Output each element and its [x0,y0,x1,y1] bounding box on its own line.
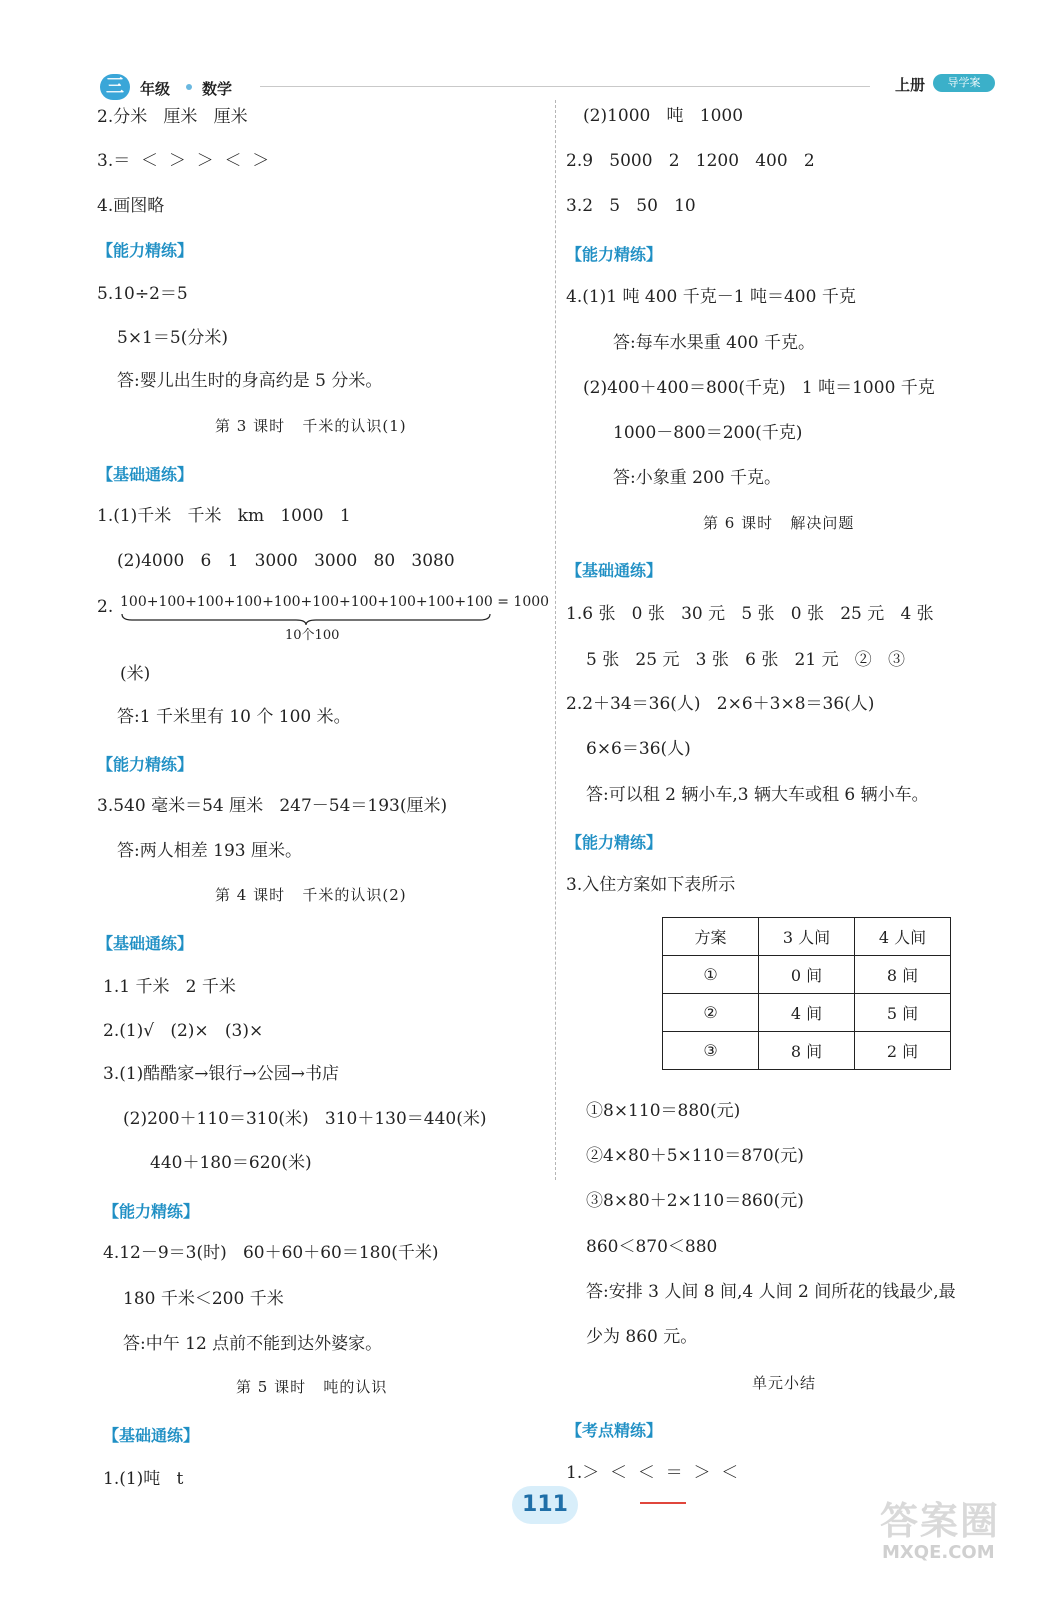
red-underline-mark [640,1502,686,1504]
brace-expression [120,594,550,642]
section-title: 单元小结 [752,1374,817,1392]
answer-number: 2. [97,597,114,617]
page-number: 111 [512,1486,578,1524]
answer-line: 答:婴儿出生时的身高约是 5 分米。 [117,371,383,391]
grade-label: 年级 [140,80,171,98]
answer-line: 3.540 毫米＝54 厘米 247－54＝193(厘米) [97,796,448,816]
answer-line: 1.6 张 0 张 30 元 5 张 0 张 25 元 4 张 [566,604,934,624]
answer-line: 1000－800＝200(千克) [613,423,803,443]
table-row [663,956,951,994]
section-heading: 【能力精练】 [97,241,194,260]
answer-line: ③8×80＋2×110＝860(元) [586,1191,804,1211]
answer-line: 答:可以租 2 辆小车,3 辆大车或租 6 辆小车。 [586,785,929,805]
answer-line: 2.分米 厘米 厘米 [97,107,248,127]
room-plan-table [662,917,951,1070]
table-cell: 4 间 [759,994,855,1032]
section-heading: 【基础通练】 [103,1426,200,1445]
lesson-title: 第 3 课时 千米的认识(1) [215,417,407,435]
table-cell: ① [663,956,759,994]
section-heading: 【能力精练】 [566,833,663,852]
answer-line: 5.10÷2＝5 [97,284,188,304]
answer-line: 答:1 千米里有 10 个 100 米。 [117,707,351,727]
watermark-url: MXQE.COM [882,1542,995,1563]
answer-line: 1.(1)吨 t [103,1469,184,1489]
table-cell: 2 间 [855,1032,951,1070]
table-cell: 8 间 [759,1032,855,1070]
answer-line: ①8×110＝880(元) [586,1101,741,1121]
page-header [100,72,1000,102]
answer-line: 2.2＋34＝36(人) 2×6＋3×8＝36(人) [566,694,875,714]
section-heading: 【考点精练】 [566,1421,663,1440]
answer-line: 答:小象重 200 千克。 [613,468,781,488]
answer-line: (2)1000 吨 1000 [583,106,744,126]
answer-line: 180 千米＜200 千米 [123,1289,284,1309]
dot-separator [186,84,192,90]
table-cell: 5 间 [855,994,951,1032]
answer-line: 3.入住方案如下表所示 [566,875,736,895]
watermark [880,1490,1030,1580]
answer-line: 3.2 5 50 10 [566,196,696,216]
answer-line: 少为 860 元。 [586,1327,698,1347]
table-header-cell: 3 人间 [759,918,855,956]
lesson-title: 第 5 课时 吨的认识 [236,1378,388,1396]
brand-badge: 导学案 [933,74,995,92]
answer-line: 4.画图略 [97,196,165,216]
table-cell: ③ [663,1032,759,1070]
answer-line: 4.12－9＝3(时) 60＋60＋60＝180(千米) [103,1243,439,1263]
answer-line: (2)4000 6 1 3000 3000 80 3080 [117,551,455,571]
section-heading: 【基础通练】 [97,465,194,484]
table-header-cell: 方案 [663,918,759,956]
answer-line: 1.1 千米 2 千米 [103,977,236,997]
answer-line: 答:中午 12 点前不能到达外婆家。 [123,1334,383,1354]
answer-line: (2)200＋110＝310(米) 310＋130＝440(米) [123,1109,487,1129]
subject-label: 数学 [202,80,233,98]
answer-line: 答:两人相差 193 厘米。 [117,841,302,861]
answer-line: 答:每车水果重 400 千克。 [613,333,815,353]
section-heading: 【基础通练】 [97,934,194,953]
sum-expression: 100+100+100+100+100+100+100+100+100+100 = 1000 [120,594,550,610]
answer-line: 2.9 5000 2 1200 400 2 [566,151,815,171]
table-row [663,994,951,1032]
grade-badge: 三 [100,74,130,100]
lesson-title: 第 6 课时 解决问题 [703,514,855,532]
lesson-title: 第 4 课时 千米的认识(2) [215,886,407,904]
answer-line: (2)400＋400＝800(千克) 1 吨＝1000 千克 [583,378,935,398]
volume-label: 上册 [895,76,926,94]
answer-line: 4.(1)1 吨 400 千克－1 吨＝400 千克 [566,287,856,307]
header-rule [260,86,870,87]
table-cell: 8 间 [855,956,951,994]
table-row [663,1032,951,1070]
section-heading: 【能力精练】 [566,245,663,264]
answer-line: 1.＞ ＜ ＜ ＝ ＞ ＜ [566,1463,739,1483]
table-header-cell: 4 人间 [855,918,951,956]
answer-line: 6×6＝36(人) [586,739,691,759]
section-heading: 【能力精练】 [103,1202,200,1221]
answer-line: (米) [120,664,151,684]
answer-line: ②4×80＋5×110＝870(元) [586,1146,804,1166]
answer-line: 5 张 25 元 3 张 6 张 21 元 ② ③ [586,650,905,670]
answer-line: 3.(1)酷酷家→银行→公园→书店 [103,1064,340,1084]
answer-line: 440＋180＝620(米) [150,1153,312,1173]
brace-note: 10个100 [285,628,340,643]
answer-line: 2.(1)√ (2)× (3)× [103,1021,264,1041]
answer-line: 3.＝ ＜ ＞ ＞ ＜ ＞ [97,151,270,171]
table-cell: ② [663,994,759,1032]
section-heading: 【基础通练】 [566,561,663,580]
answer-line: 860＜870＜880 [586,1237,718,1257]
answer-line: 答:安排 3 人间 8 间,4 人间 2 间所花的钱最少,最 [586,1282,956,1302]
section-heading: 【能力精练】 [97,755,194,774]
table-header-row [663,918,951,956]
watermark-logo: 答案圈 [880,1499,1001,1543]
answer-line: 1.(1)千米 千米 km 1000 1 [97,506,351,526]
table-cell: 0 间 [759,956,855,994]
answer-line: 5×1＝5(分米) [117,328,228,348]
column-divider [555,100,556,1180]
